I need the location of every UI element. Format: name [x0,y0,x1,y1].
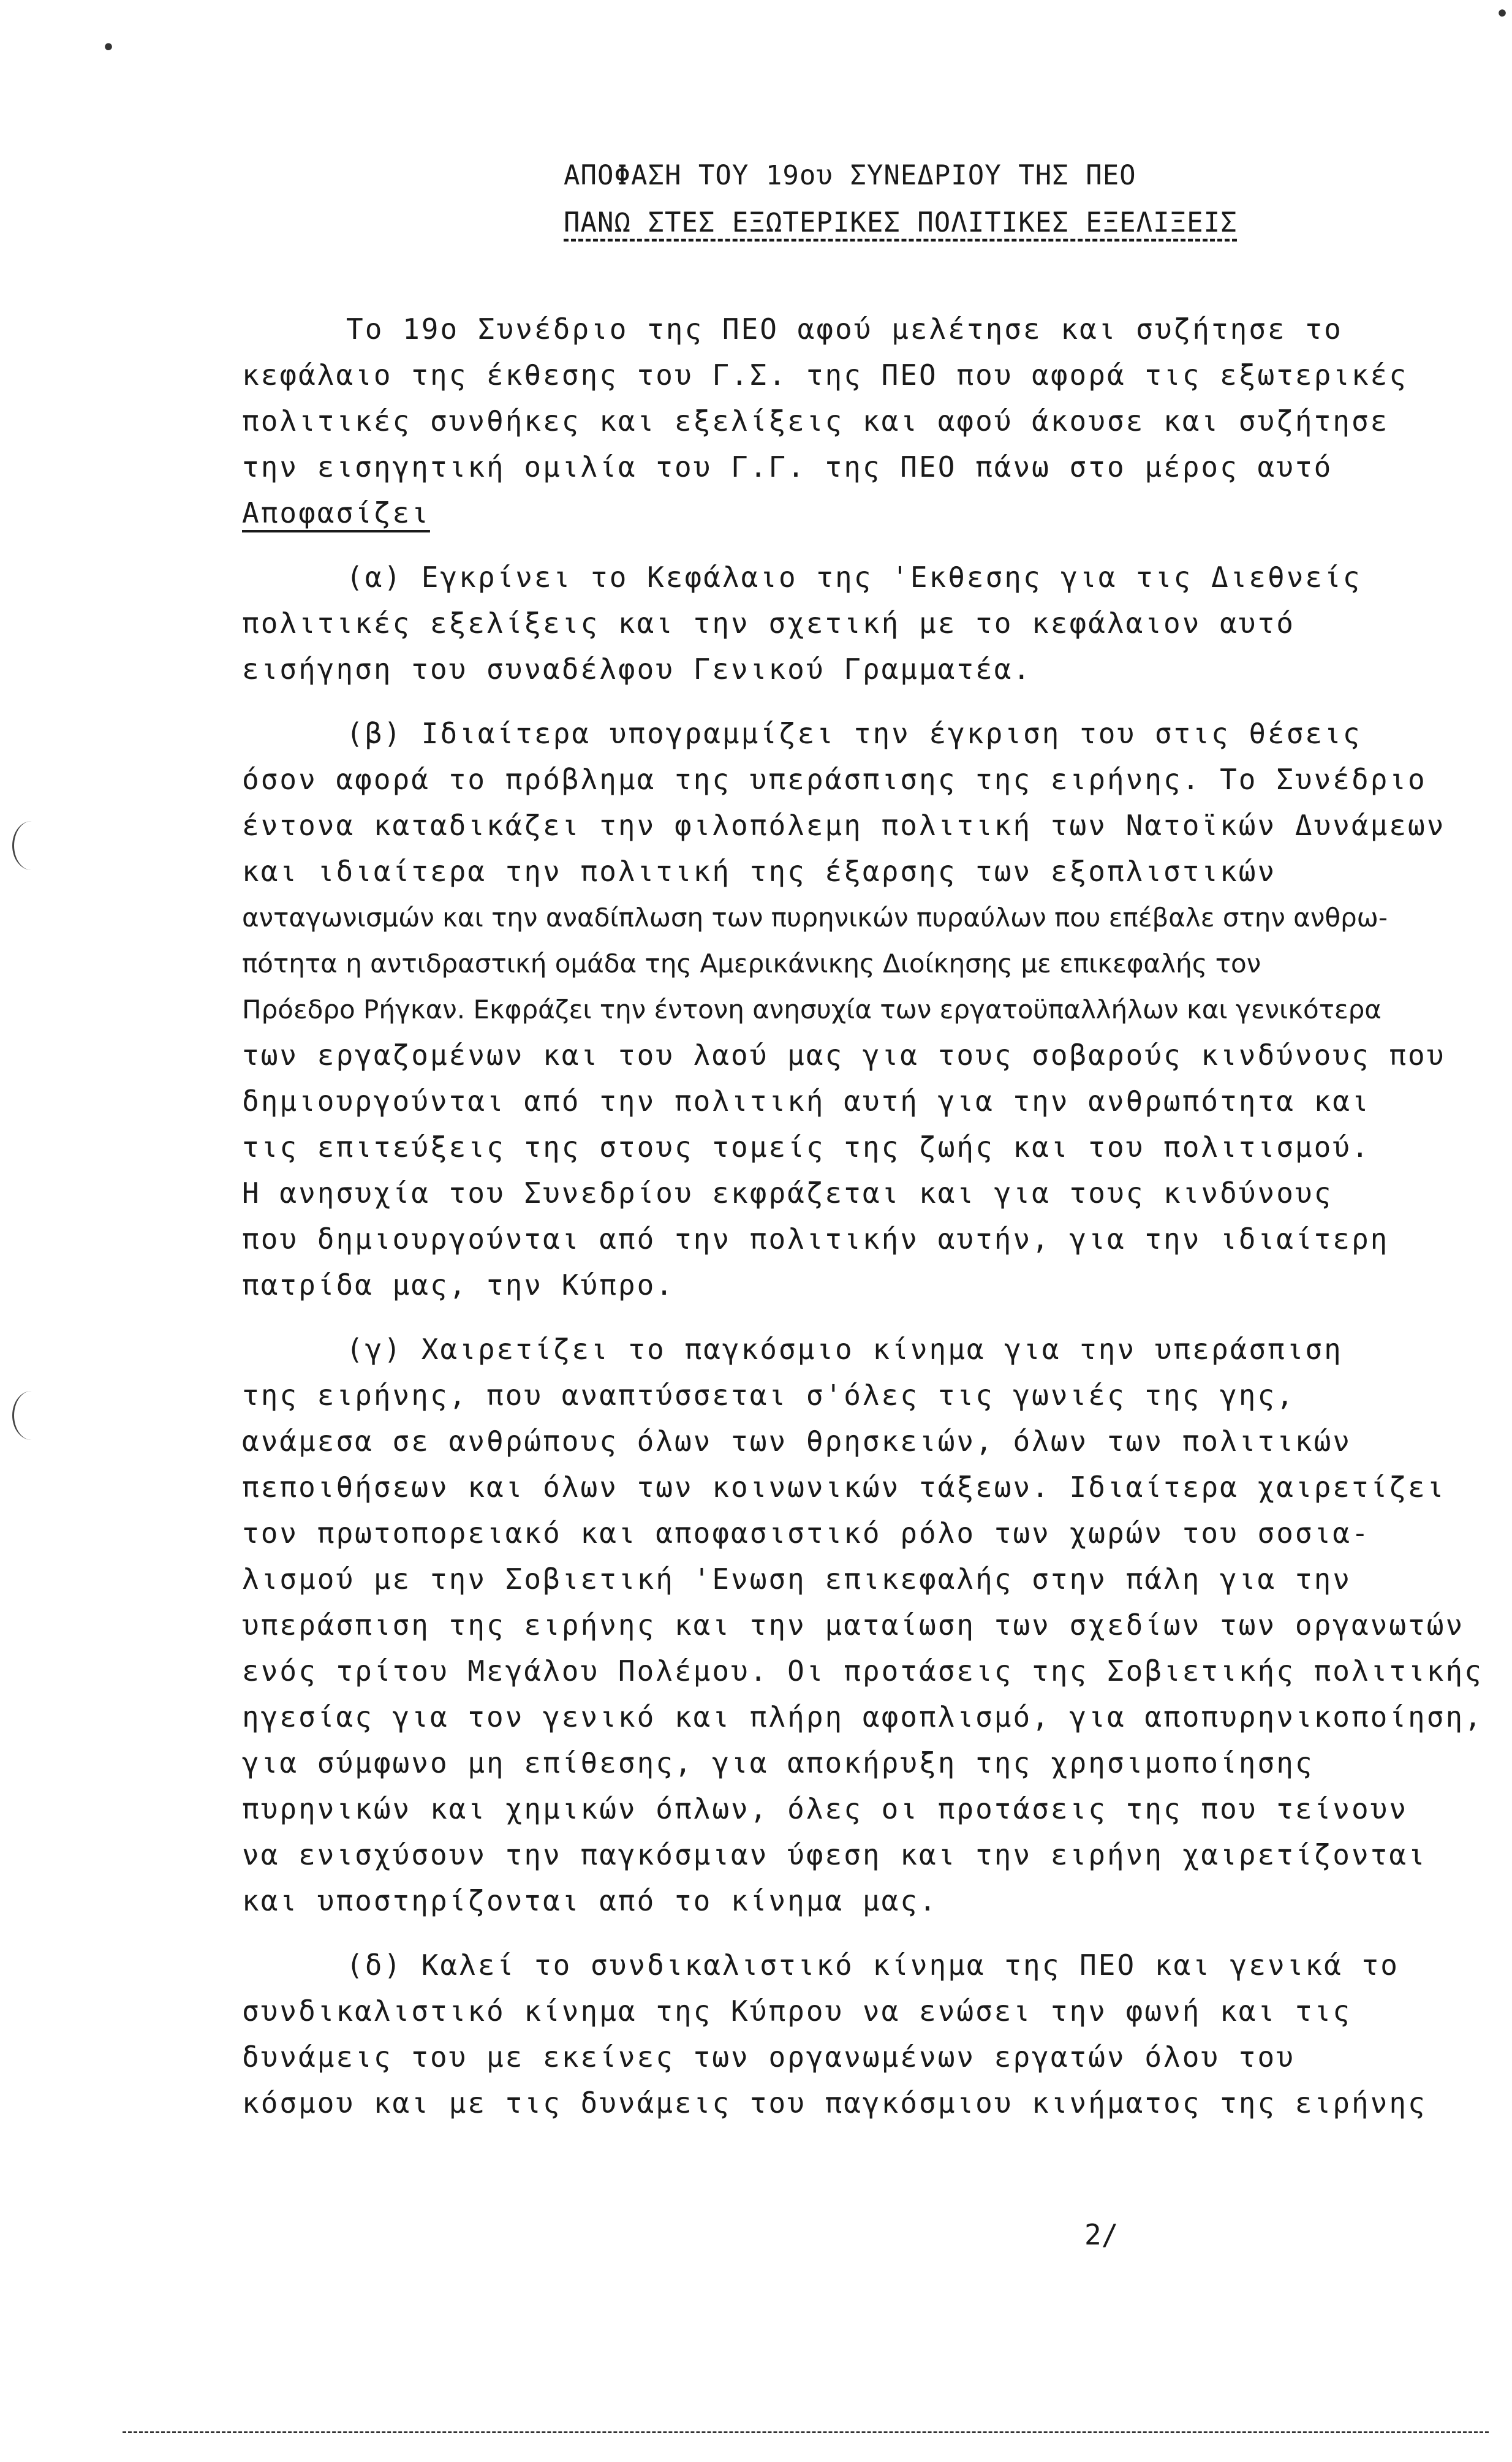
punch-hole-mark [12,821,51,870]
text-line: πολιτικές συνθήκες και εξελίξεις και αφού άκουσε και συζήτησε [242,404,1389,437]
paragraph-d [242,1942,1455,2126]
text-line: Το 19ο Συνέδριο της ΠΕΟ αφού μελέτησε και συζήτησε το [346,312,1343,346]
document-body [242,306,1483,2126]
text-line: έντονα καταδικάζει την φιλοπόλεμη πολιτική των Νατοϊκών Δυνάμεων [242,809,1446,842]
document-subtitle: ΠΑΝΩ ΣΤΕΣ ΕΞΩΤΕΡΙΚΕΣ ΠΟΛΙΤΙΚΕΣ ΕΞΕΛΙΞΕΙΣ [564,207,1238,238]
title-block [564,150,1360,244]
text-line: τον πρωτοπορειακό και αποφασιστικό ρόλο των χωρών του σοσια- [242,1517,1370,1550]
text-line: να ενισχύσουν την παγκόσμιαν ύφεση και την ειρήνη χαιρετίζονται [242,1838,1427,1871]
text-line: τις επιτεύξεις της στους τομείς της ζωής και του πολιτισμού. [242,1131,1370,1164]
text-line: ανάμεσα σε ανθρώπους όλων των θρησκειών, όλων των πολιτικών [242,1425,1351,1458]
bottom-scan-rule [123,2431,1489,2433]
page-number: 2/ [1084,2218,1119,2251]
text-line: (γ) Χαιρετίζει το παγκόσμιο κίνημα για την υπεράσπιση [346,1333,1343,1366]
text-line: συνδικαλιστικό κίνημα της Κύπρου να ενώσει την φωνή και τις [242,1994,1351,2028]
text-line: της ειρήνης, που αναπτύσσεται σ'όλες τις γωνιές της γης, [242,1379,1295,1412]
text-line: κεφάλαιο της έκθεσης του Γ.Σ. της ΠΕΟ που αφορά τις εξωτερικές [242,358,1408,392]
text-line: και υποστηρίζονται από το κίνημα μας. [242,1884,938,1917]
text-line: πολιτικές εξελίξεις και την σχετική με το κεφάλαιον αυτό [242,607,1295,640]
text-line: για σύμφωνο μη επίθεσης, για αποκήρυξη της χρησιμοποίησης [242,1746,1314,1779]
text-line: των εργαζομένων και του λαού μας για τους σοβαρούς κινδύνους που [242,1039,1446,1072]
text-line: δημιουργούνται από την πολιτική αυτή για την ανθρωπότητα και [242,1085,1370,1118]
paragraph-b [242,711,1455,1308]
text-line: ηγεσίας για τον γενικό και πλήρη αφοπλισμό, για αποπυρηνικοποίηση, [242,1700,1483,1733]
text-line: και ιδιαίτερα την πολιτική της έξαρσης των εξοπλιστικών [242,855,1277,888]
paragraph-a [242,555,1455,692]
text-line: κόσμου και με τις δυνάμεις του παγκόσμιου κινήματος της ειρήνης [242,2086,1427,2119]
text-line: Η ανησυχία του Συνεδρίου εκφράζεται και για τους κινδύνους [242,1176,1333,1210]
text-line: την εισηγητική ομιλία του Γ.Γ. της ΠΕΟ πάνω στο μέρος αυτό [242,450,1333,483]
text-line: δυνάμεις του με εκείνες των οργανωμένων εργατών όλου του [242,2040,1295,2074]
text-line: λισμού με την Σοβιετική 'Ενωση επικεφαλής στην πάλη για την [242,1562,1351,1596]
paragraph-c [242,1327,1483,1924]
scan-speck: • [1495,0,1510,28]
text-line: πυρηνικών και χημικών όπλων, όλες οι προτάσεις της που τείνουν [242,1792,1408,1825]
text-line: ανταγωνισμών και την αναδίπλωση των πυρηνικών πυραύλων που επέβαλε στην ανθρω- [242,903,1388,933]
text-line: εισήγηση του συναδέλφου Γενικού Γραμματέα. [242,653,1032,686]
text-line: (β) Ιδιαίτερα υπογραμμίζει την έγκριση του στις θέσεις [346,717,1362,750]
text-line: όσον αφορά το πρόβλημα της υπεράσπισης της ειρήνης. Το Συνέδριο [242,763,1427,796]
text-line: (α) Εγκρίνει το Κεφάλαιο της 'Εκθεσης για τις Διεθνείς [346,561,1362,594]
intro-paragraph [242,306,1455,536]
text-line: (δ) Καλεί το συνδικαλιστικό κίνημα της ΠΕΟ και γενικά το [346,1949,1399,1982]
scan-speck: • [101,34,116,62]
punch-hole-mark [12,1391,51,1440]
text-line: ενός τρίτου Μεγάλου Πολέμου. Οι προτάσεις της Σοβιετικής πολιτικής [242,1654,1483,1687]
text-line: που δημιουργούνται από την πολιτικήν αυτήν, για την ιδιαίτερη [242,1222,1389,1256]
document-title: ΑΠΟΦΑΣΗ ΤΟΥ 19ου ΣΥΝΕΔΡΙΟΥ ΤΗΣ ΠΕΟ [564,160,1136,191]
decides-heading: Αποφασίζει [242,496,430,529]
text-line: Πρόεδρο Ρήγκαν. Εκφράζει την έντονη ανησυχία των εργατοϋπαλλήλων και γενικότερα [242,994,1382,1025]
text-line: πεποιθήσεων και όλων των κοινωνικών τάξεων. Ιδιαίτερα χαιρετίζει [242,1471,1446,1504]
text-line: υπεράσπιση της ειρήνης και την ματαίωση των σχεδίων των οργανωτών [242,1608,1465,1642]
text-line: πότητα η αντιδραστική ομάδα της Αμερικάνικης Διοίκησης με επικεφαλής τον [242,949,1261,979]
text-line: πατρίδα μας, την Κύπρο. [242,1268,675,1301]
